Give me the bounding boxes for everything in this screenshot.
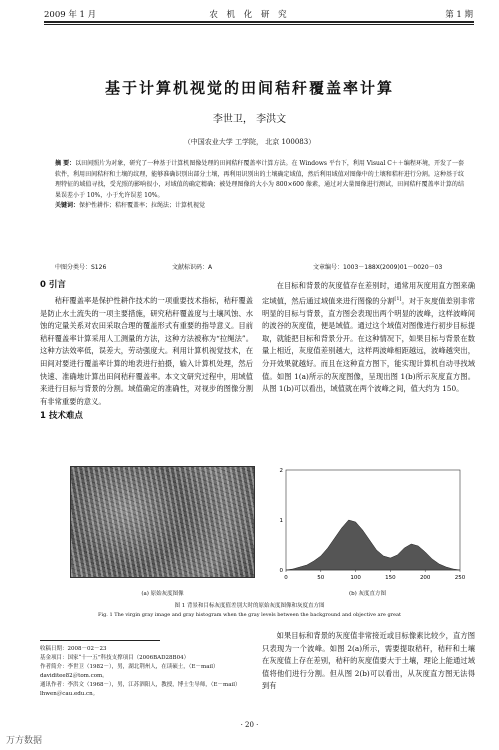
figure-1b-histogram	[268, 462, 468, 586]
y-tick-label: 1	[279, 518, 283, 524]
y-tick-label: 0	[279, 568, 283, 574]
keywords-label: 关键词：	[55, 202, 80, 209]
page-number: · 20 ·	[240, 721, 259, 729]
heading-technical-difficulties: 1 技术难点	[40, 411, 83, 422]
x-tick-label: 50	[317, 575, 325, 581]
keywords	[55, 201, 464, 212]
y-tick-label: 2	[279, 468, 283, 474]
figure-1-caption-en: Fig. 1 The virgin gray image and gray histogram when the gray levels between the background and objective are great	[98, 612, 401, 618]
intro-paragraph: 秸秆覆盖率是保护性耕作技术的一项重要技术指标，秸秆覆盖是防止水土流失的一项主要措施，研究秸秆覆盖度与土壤风蚀、水蚀的定量关系对农田采取合理的覆盖形式有重要的指导意义。目前秸秆覆盖率计算采用人工测量的方法，这种方法被称为“拉绳法”。这种方法效率低，误差大，劳动强度大。利用计算机视觉技术，在田间对要进行覆盖率计算的地表进行拍摄，输入计算机处理，然后快速、准确地计算出田间秸秆覆盖率。本文文研究过程中，用域值来进行目标与背景的分割。域值确定的准确性，对视步的图像分割有非常重要的意义。	[40, 296, 253, 406]
citation-ref: [1]	[394, 295, 402, 302]
paper-title: 基于计算机视觉的田间秸秆覆盖率计算	[104, 79, 394, 97]
authors: 李世卫， 李洪文	[212, 114, 287, 125]
clc-number: 中图分类号：S126	[55, 264, 107, 271]
histogram-area	[286, 520, 460, 570]
footnote-fund: 基金项目：国家“十一五”科技支撑项目（2006BAD28B04）	[40, 655, 190, 661]
footnote	[40, 645, 250, 699]
left-column	[40, 278, 253, 421]
article-number: 文章编号：1003－188X(2009)01－0020－03	[313, 264, 443, 271]
abstract-text: 以田间照片为对象，研究了一种基于计算机图像处理的田间秸秆覆盖率计算方法。在 Windows 平台下，利用 Visual C＋＋编程环境，开发了一套软件，利用田间秸秆和土壤的纹理，能够准确识别出部分土壤，再利用识别出的土壤确定域值，然后利用域值对图像中的土壤和秸秆进行分割。这种基于纹理特征的域值寻找，受光照的影响很小，对域值的确定精确；被处理图像的大小为 800×600 像素，通过对大量图像进行测试，田间秸秆覆盖率计算的结果误差小于 10%，小于允许误差 10%。	[55, 160, 465, 199]
right-paragraph-a: 在目标和背景的灰度值存在差别时，通常用灰度用直方图来确定域值，然后通过域值来进行图像的分割	[262, 281, 475, 306]
x-tick-label: 200	[419, 575, 431, 581]
figure-1b-caption: (b) 灰度直方图	[348, 591, 387, 597]
x-tick-label: 250	[454, 575, 466, 581]
x-tick-label: 100	[350, 575, 361, 581]
footnote-received: 收稿日期：2008－02－23	[40, 646, 107, 652]
header-journal: 农 机 化 研 究	[209, 10, 290, 20]
watermark: 万方数据	[6, 736, 43, 746]
figure-1a-gray-image	[70, 466, 255, 578]
keywords-text: 保护性耕作；秸秆覆盖率；拉绳法；计算机视觉	[79, 202, 206, 209]
footnote-corresponding: 通讯作者：李洪文（1968－），男，江苏泗阳人，教授，博士生导师，（E－mail）lhwen＠cau.edu.cn。	[40, 682, 241, 697]
header-issue: 第 1 期	[445, 10, 473, 20]
heading-introduction: 0 引言	[40, 280, 66, 290]
figure-1a-caption: (a) 原始灰度图像	[141, 591, 184, 597]
footnote-rule	[40, 640, 160, 641]
right-paragraph-b: 。对于灰度值差别非常明显的目标与背景，直方图会表现出两个明显的波峰，这样波峰间的波谷的灰度值，便是域值。通过这个域值对图像进行初步目标提取，就能把目标和背景分开。在这种情况下，如果目标与背景在数量上相近，灰度值差别越大，这样两波峰相距越远，波峰越突出，分开效果就越好。而且在这种直方图下，能实现计算机自动寻找域值。如图 1(a)所示的灰度图像，呈现出图 1(b)所示灰度直方图。从图 1(b)可以看出，域值就在两个波峰之间，值大约为 150。	[262, 296, 476, 394]
header-date: 2009 年 1 月	[44, 10, 97, 20]
document-code: 文献标识码：A	[172, 264, 213, 271]
right-column	[262, 280, 475, 396]
header-rule	[44, 21, 474, 23]
abstract-block	[55, 159, 464, 212]
right-column-bottom	[262, 630, 475, 693]
x-tick-label: 0	[284, 575, 288, 581]
x-tick-label: 150	[385, 575, 396, 581]
footnote-author: 作者简介：李世卫（1982－），男，湖北荆州人，在读硕士，（E－mail）daviditee82＠tom.com。	[40, 664, 219, 679]
affiliation: （中国农业大学 工学院， 北京 100083）	[183, 138, 316, 146]
abstract-label: 摘 要：	[55, 160, 76, 167]
right-paragraph	[262, 280, 475, 396]
header-rule-thin	[44, 24, 474, 25]
figure-1-caption-cn: 图 1 背景和目标灰度值差别大时的原始灰度图像和灰度直方图	[174, 603, 325, 609]
abstract	[55, 159, 464, 201]
right-bottom-paragraph: 如果目标和背景的灰度值非常接近或目标像素比较少，直方图只表现为一个波峰。如图 2(a)所示，需要提取秸秆，秸秆和土壤在灰度值上存在差别，秸秆的灰度值要大于土壤，理论上能通过域值将他们进行分割。但从图 2(b)可以看出，从灰度直方图无法得到有	[262, 631, 475, 691]
